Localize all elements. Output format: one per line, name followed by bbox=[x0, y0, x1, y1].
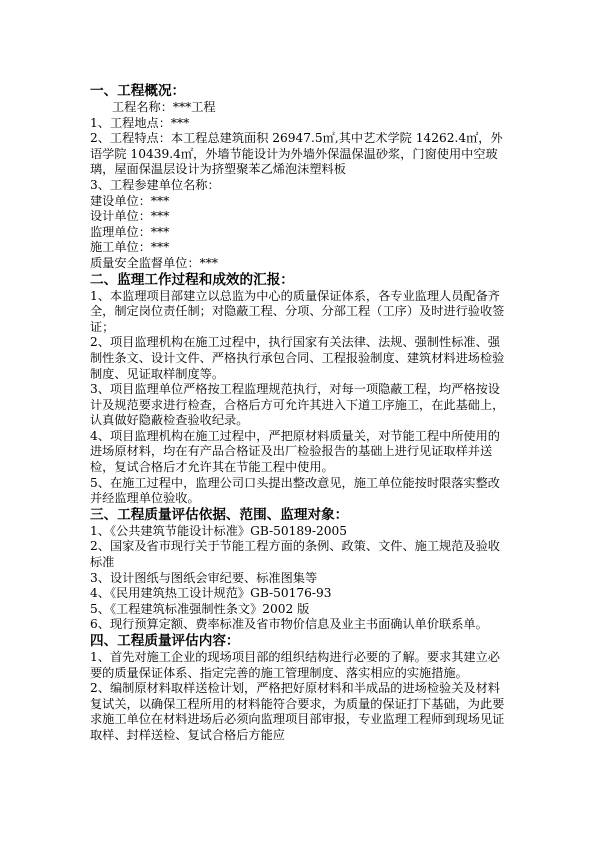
supervision-paragraph-4: 4、项目监理机构在施工过程中，严把原材料质量关，对节能工程中所使用的进场原材料，均在有产品合格证及出厂检验报告的基础上进行见证取样并送检，复试合格后才允许其在节能工程中使用。 bbox=[90, 428, 500, 475]
supervision-unit-line: 监理单位：*** bbox=[90, 224, 170, 239]
project-location-line: 1、工程地点：*** bbox=[90, 115, 190, 130]
basis-item-6: 6、现行预算定额、费率标准及省市物价信息及业主书面确认单价联系单。 bbox=[90, 617, 488, 632]
section-heading-evaluation-basis: 三、工程质量评估依据、范围、监理对象： bbox=[90, 506, 349, 523]
basis-item-4: 4、《民用建筑热工设计规范》GB-50176-93 bbox=[90, 586, 332, 601]
supervision-paragraph-1: 1、本监理项目部建立以总监为中心的质量保证体系，各专业监理人员配备齐全，制定岗位责任制；对隐蔽工程、分项、分部工程（工序）及时进行验收签证； bbox=[90, 288, 505, 334]
basis-item-2: 2、国家及省市现行关于节能工程方面的条例、政策、文件、施工规范及验收标准 bbox=[90, 539, 500, 570]
basis-item-5: 5、《工程建筑标准强制性条文》2002 版 bbox=[90, 601, 310, 616]
supervision-paragraph-2: 2、项目监理机构在施工过程中，执行国家有关法律、法规、强制性标准、强制性条文、设计文件、严格执行承包合同、工程报验制度、建筑材料进场检验制度、见证取样制度等。 bbox=[90, 335, 505, 381]
supervision-paragraph-5: 5、在施工过程中，监理公司口头提出整改意见，施工单位能按时限落实整改并经监理单位验收。 bbox=[90, 475, 500, 506]
project-features-paragraph: 2、工程特点：本工程总建筑面积 26947.5㎡,其中艺术学院 14262.4㎡，外语学院 10439.4㎡，外墙节能设计为外墙外保温保温砂浆，门窗使用中空玻璃，屋面保温层设计为挤塑聚苯乙烯泡沫塑料板 bbox=[90, 131, 503, 177]
design-unit-line: 设计单位：*** bbox=[90, 209, 170, 224]
construction-unit-line: 建设单位：*** bbox=[90, 193, 170, 208]
quality-safety-unit-line: 质量安全监督单位：*** bbox=[90, 255, 218, 270]
basis-item-3: 3、设计图纸与图纸会审纪要、标准图集等 bbox=[90, 570, 318, 585]
content-paragraph-2: 2、编制原材料取样送检计划，严格把好原材料和半成品的进场检验关及材料复试关，以确保工程所用的材料能符合要求，为质量的保证打下基础，为此要求施工单位在材料进场后必须向监理项目部审报，专业监理工程师到现场见证取样、封样送检、复试合格后方能应 bbox=[90, 681, 505, 742]
section-heading-supervision-report: 二、监理工作过程和成效的汇报： bbox=[90, 271, 294, 288]
basis-item-1: 1、《公共建筑节能设计标准》GB-50189-2005 bbox=[90, 523, 348, 538]
project-name-line: 工程名称：***工程 bbox=[112, 100, 216, 114]
participating-units-line: 3、工程参建单位名称： bbox=[90, 177, 220, 192]
section-heading-overview: 一、工程概况： bbox=[90, 83, 186, 99]
supervision-paragraph-3: 3、项目监理单位严格按工程监理规范执行，对每一项隐蔽工程，均严格按设计及规范要求进行检查，合格后方可允许其进入下道工序施工，在此基础上，认真做好隐蔽检查验收纪录。 bbox=[90, 382, 505, 428]
contractor-unit-line: 施工单位：*** bbox=[90, 240, 170, 255]
section-heading-evaluation-content: 四、工程质量评估内容： bbox=[90, 633, 240, 649]
document-body bbox=[90, 83, 512, 744]
content-paragraph-1: 1、首先对施工企业的现场项目部的组织结构进行必要的了解。要求其建立必要的质量保证体系、指定完善的施工管理制度、落实相应的实施措施。 bbox=[90, 650, 500, 680]
